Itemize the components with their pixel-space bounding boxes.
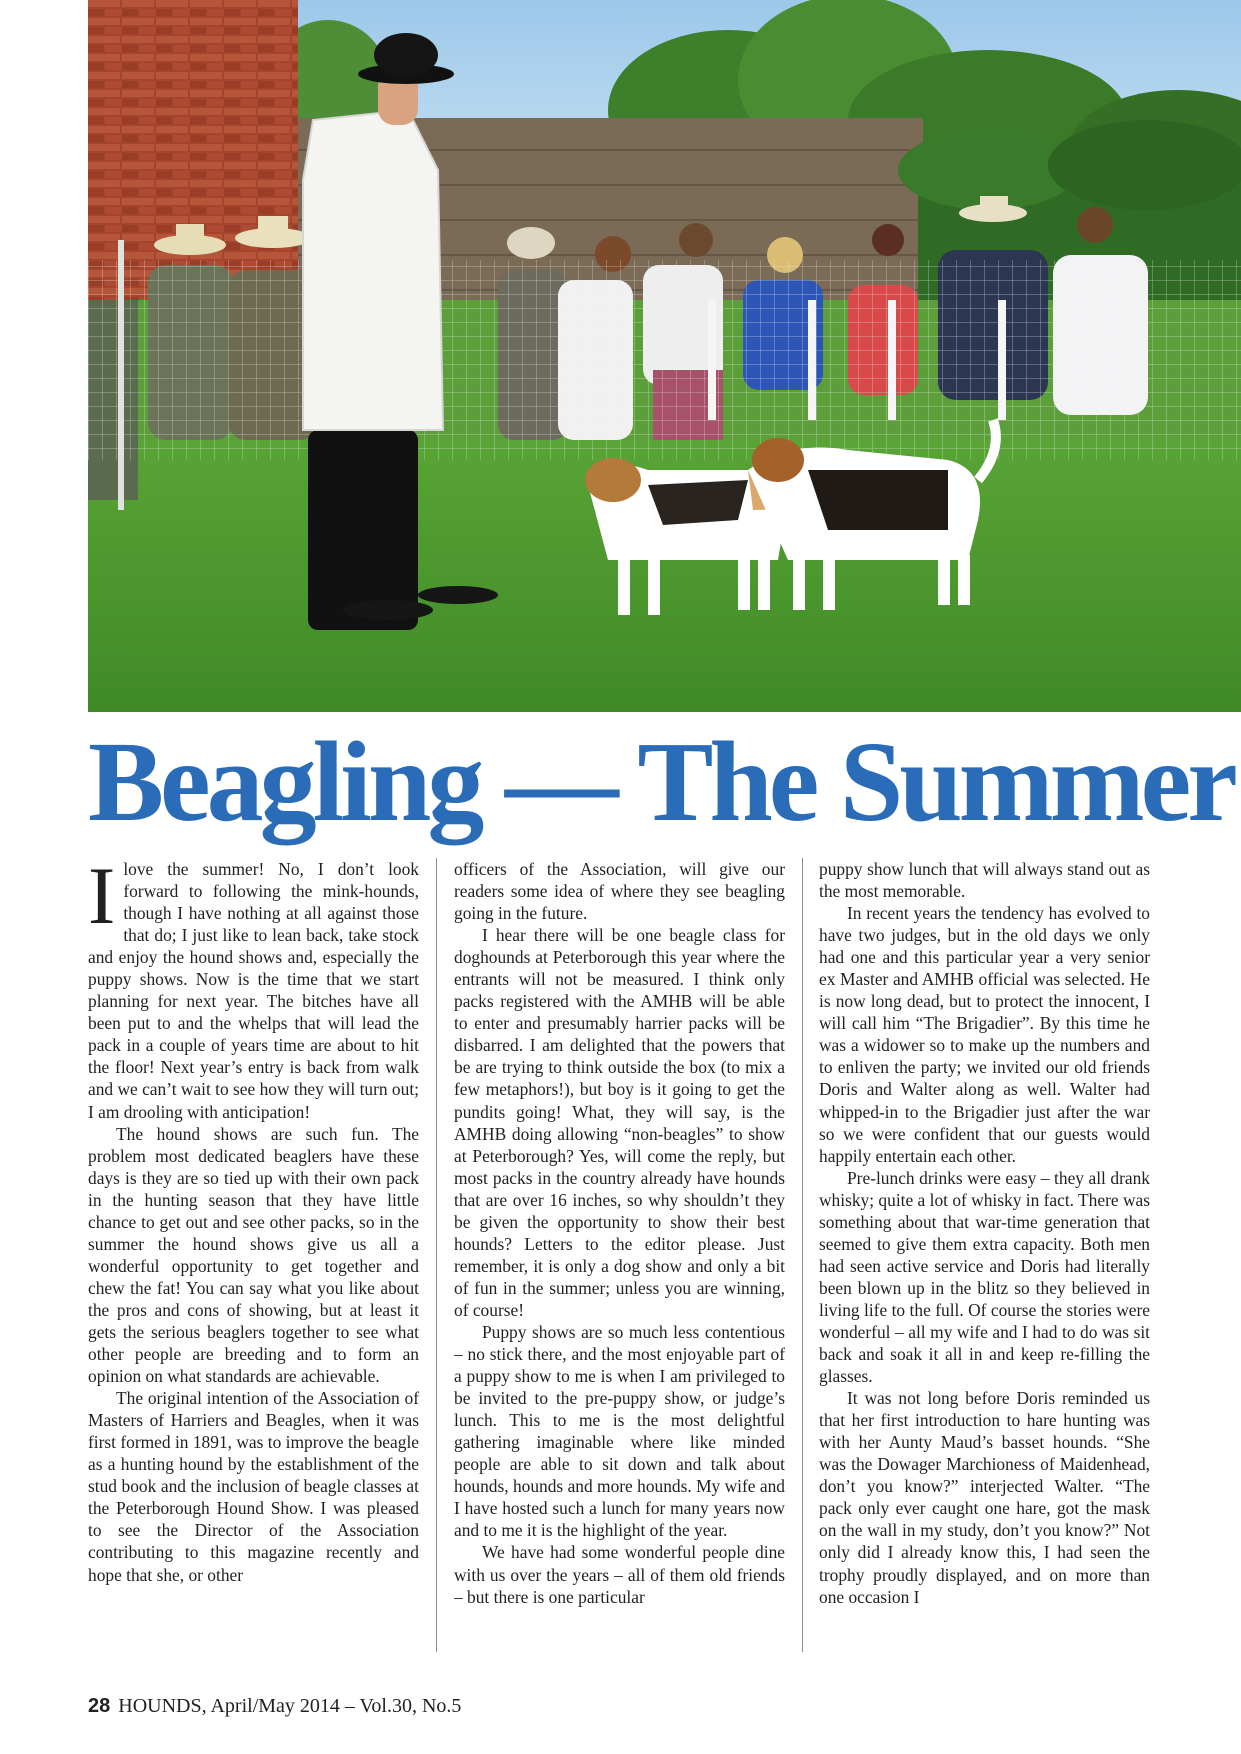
hound-show-photo — [88, 0, 1241, 712]
page-number: 28 — [88, 1695, 111, 1717]
article-paragraph — [88, 858, 419, 1123]
hound-show-photo-art — [88, 0, 1241, 712]
article-column-2 — [454, 858, 785, 1658]
article-paragraph: The original intention of the Association of Masters of Harriers and Beagles, when it was first formed in 1891, was to improve the beagle as a hunting hound by the establishment of the stud book and the inclusion of beagle classes at the Peterborough Hound Show. I was pleased to see the Director of the Association contributing to this magazine recently and hope that she, or other — [88, 1388, 419, 1585]
article-paragraph: I hear there will be one beagle class for doghounds at Peterborough this year where the entrants will not be measured. I think only packs registered with the AMHB will be able to enter and presumably harrier packs will be disbarred. I am delighted that the powers that be are trying to think outside the box (to mix a few metaphors!), but boy is it going to get the pundits going! What, they will say, is the AMHB doing allowing “non-beagles” to show at Peterborough? Yes, will come the reply, but most packs in the country already have hounds that are over 16 inches, so why shouldn’t they be given the opportunity to show their best hounds? Letters to the editor please. Just remember, it is only a dog show and only a bit of fun in the summer; unless you are winning, of course! — [454, 925, 785, 1320]
publication-info: HOUNDS, April/May 2014 – Vol.30, No.5 — [118, 1695, 462, 1717]
drop-cap: I — [88, 858, 116, 941]
article-paragraph: puppy show lunch that will always stand out as the most memorable. — [819, 859, 1150, 902]
article-paragraph: Puppy shows are so much less contentious – no stick there, and the most enjoyable part of a puppy show to me is when I am privileged to be invited to the pre-puppy show, or judge’s lunch. This to me is the most delightful gathering imaginable where like minded people are able to sit down and talk about hounds, hounds and more hounds. My wife and I have hosted such a lunch for many years now and to me it is the highlight of the year. — [454, 1321, 785, 1541]
article-headline: Beagling — The Summer — [88, 718, 1234, 845]
article-column-1 — [88, 858, 419, 1658]
article-paragraph: The hound shows are such fun. The problem most dedicated beaglers have these days is they are so tied up with their own pack in the hunting season that they have little chance to get out and see other packs, so in the summer the hound shows give us all a wonderful opportunity to get together and chew the fat! You can say what you like about the pros and cons of showing, but at least it gets the serious beaglers together to see what other people are breeding and to form an opinion on what standards are achievable. — [88, 1123, 419, 1387]
article-paragraph: It was not long before Doris reminded us that her first introduction to hare hunting was with her Aunty Maud’s basset hounds. “She was the Dowager Marchioness of Maidenhead, don’t you know?” interjected Walter. “The pack only ever caught one hare, got the mask on the wall in my study, don’t you know?” Not only did I already know this, I had seen the trophy proudly displayed, and on more than one occasion I — [819, 1388, 1150, 1607]
page-footer — [88, 1694, 461, 1718]
paragraph-text: love the summer! No, I don’t look forward to following the mink-hounds, though I have nothing at all against those that do; I just like to lean back, take stock and enjoy the hound shows and, especially the puppy shows. Now is the time that we start planning for next year. The bitches have all been put to and the whelps that will lead the pack in a couple of years time are about to hit the floor! Next year’s entry is back from walk and we can’t wait to see how they will turn out; I am drooling with anticipation! — [88, 859, 419, 1122]
column-divider — [802, 858, 803, 1652]
article-paragraph: officers of the Association, will give our readers some idea of where they see beagling going in the future. — [454, 859, 785, 924]
column-divider — [436, 858, 437, 1652]
article-paragraph: We have had some wonderful people dine with us over the years – all of them old friends – but there is one particular — [454, 1542, 785, 1607]
article-paragraph: Pre-lunch drinks were easy – they all drank whisky; quite a lot of whisky in fact. There was something about that war-time generation that seemed to give them extra capacity. Both men had seen active service and Doris had literally been blown up in the blitz so they believed in living life to the full. Of course the stories were wonderful – all my wife and I had to do was sit back and soak it all in and keep re-filling the glasses. — [819, 1167, 1150, 1387]
article-column-3 — [819, 858, 1150, 1658]
article-paragraph: In recent years the tendency has evolved to have two judges, but in the old days we only had one and this particular year a very senior ex Master and AMHB official was selected. He is now long dead, but to protect the innocent, I will call him “The Brigadier”. By this time he was a widower so to make up the numbers and to enliven the party; we invited our old friends Doris and Walter along as well. Walter had whipped-in to the Brigadier just after the war so we were confident that our guests would happily entertain each other. — [819, 903, 1150, 1166]
